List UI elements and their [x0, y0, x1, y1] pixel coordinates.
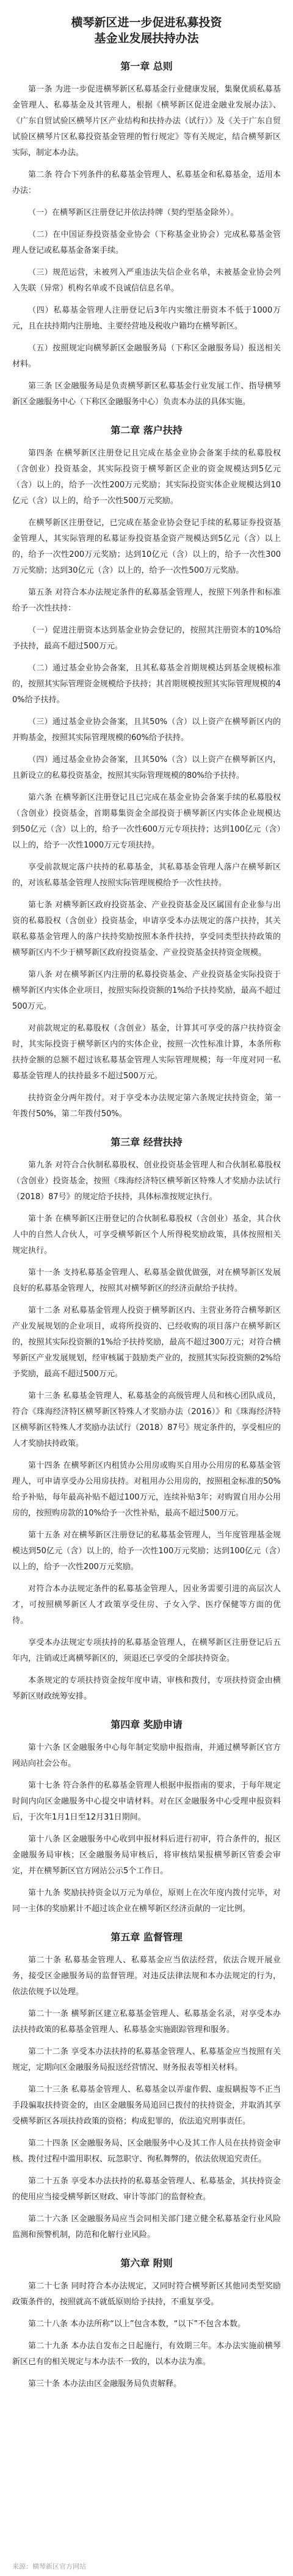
- article-paragraph: 第十九条 奖励扶持资金以万元为单位，原则上在次年度内拨付完毕，对同一主体的奖励累计不超过该企业在横琴新区经济贡献的一定比例。: [12, 1888, 281, 1914]
- article-paragraph: 第八条 对在横琴新区内注册的私募投资基金、产业投资基金实际投资于横琴新区内实体企业项目，按照实际投资额的1%给予扶持奖励，最高不超过500万元。: [12, 970, 281, 1011]
- article-paragraph: 第九条 对符合合伙制私募股权、创业投资基金管理人和合伙制私募股权（含创业）投资基金，按照《珠海经济特区横琴新区特殊人才奖励办法试行（2018）87号》的规定给予扶持，具体标准按规定执行。: [12, 1161, 281, 1202]
- article-paragraph: 本条规定的专项扶持资金按年度申请、审核和拨付，专项扶持资金由横琴新区财政统筹安排。: [12, 1676, 281, 1701]
- article-paragraph: 第三条 区金融服务局是负责横琴新区私募基金行业发展工作、指导横琴新区金融服务中心（下称区金融服务中心）负责本办法的具体实施。: [12, 382, 281, 407]
- article-paragraph: 第十四条 在横琴新区内租赁办公用房或购买自用办公用房的私募基金管理人，可申请享受办公用房扶持。对租用办公用房的，按照租金标准的50%给予补贴，每年最高补贴不超过100万元，连续补贴3年；对购置自用办公用房的，按照购房款的10%给予一次性补贴，最高不超过500万元。: [12, 1461, 281, 1518]
- chapter-heading: 第二章 落户扶持: [110, 424, 183, 436]
- article-paragraph: 第二十九条 本办法自发布之日起施行，有效期三年。本办法实施前横琴新区已有的相关规定与本办法不一致的，以本办法为准。: [12, 2342, 281, 2367]
- article-paragraph: （一）促进注册资本达到基金业协会登记的，按照其注册资本的10%给予扶持，最高不超过500万元。: [12, 626, 281, 651]
- article-paragraph: 第六条 在横琴新区注册登记且已完成在基金业协会备案手续的私募股权（含创业）投资基金，首期募集资金全部投资于横琴新区内实体企业规模达到50亿元（含）以上的，给予一次性600万元专项扶持；达到100亿元（含）以上的，给予一次性1000万元专项扶持。: [12, 793, 281, 850]
- article-paragraph: （二）通过基金业协会备案，且其私募基金首期规模达到基金规模标准的，按照其实际管理资金规模给予扶持；其首期规模按照其实际管理规模的40%给予扶持。: [12, 664, 281, 705]
- article-paragraph: 第二十六条 区金融服务局应当会同相关部门建立健全私募基金行业风险监测和预警机制，防范和化解行业风险。: [12, 2215, 281, 2240]
- article-paragraph: 第二条 符合下列条件的私募基金管理人、私募基金和私募基金，适用本办法：: [12, 170, 281, 195]
- chapter-heading: 第三章 经营扶持: [110, 1136, 183, 1148]
- article-paragraph: 第二十七条 同时符合本办法规定，又同时符合横琴新区其他同类型奖励政策条件的，按照就高不就低原则给予扶持，不重复享受。: [12, 2282, 281, 2307]
- article-paragraph: 对符合本办法规定条件的私募基金管理人，因业务需要引进的高层次人才，可按照横琴新区人才政策享受住房、子女入学、医疗保健等方面的优待。: [12, 1584, 281, 1625]
- article-paragraph: 第二十二条 享受本办法扶持的私募基金管理人、私募基金应当按照有关规定，定期向区金融服务局报送经营情况、财务报表等相关材料。: [12, 2047, 281, 2072]
- article-paragraph: 第十二条 对私募基金管理人投资于横琴新区内、主营业务符合横琴新区产业发展规划的企业项目，或将所投资的、已经收购的项目落户在横琴新区的，按照其实际投资额的1%给予扶持奖励，最高不超过300万元；对符合横琴新区产业发展规划，经审核属于鼓励类产业的，按照其实际投资额的2%给予奖励，最高不超过500万元。: [12, 1306, 281, 1379]
- document-body: [12, 60, 281, 2392]
- article-paragraph: 在横琴新区注册登记，已完成在基金业协会登记手续的私募证券投资基金管理人，其实际管理的私募证券投资基金资产规模达到5亿元（含）以上的，给予一次性200万元奖励；达到10亿元（含）以上的，给予一次性300万元奖励；达到30亿元（含）以上的，给予一次性500万元奖励。: [12, 518, 281, 575]
- chapter-heading: 第一章 总则: [120, 60, 173, 72]
- article-paragraph: 第一条 为进一步促进横琴新区私募基金行业健康发展，集聚优质私募基金管理人、私募基金及其管理人，根据《横琴新区促进金融业发展办法》、《广东自贸试验区横琴片区产业结构和扶持办法（试行）》及《关于广东自贸试验区横琴片区私募投资基金管理的暂行规定》等有关规定，结合横琴新区实际，制定本办法。: [12, 85, 281, 158]
- article-paragraph: 第二十五条 享受本办法扶持的私募基金管理人、私募基金，其扶持资金的使用应当接受横琴新区财政、审计等部门的监督检查。: [12, 2177, 281, 2202]
- document-title-line-1: 横琴新区进一步促进私募投资: [71, 16, 222, 29]
- article-paragraph: 第二十三条 私募基金管理人、私募基金以弄虚作假、虚报瞒报等不正当手段骗取扶持资金的，由区金融服务局追回已拨付的扶持资金，并取消其享受横琴新区各项扶持政策的资格；构成犯罪的，依法追究刑事责任。: [12, 2085, 281, 2126]
- document-title: [12, 15, 281, 46]
- article-paragraph: 第二十四条 区金融服务局、区金融服务中心及其工作人员在扶持资金审核、拨付过程中滥用职权、玩忽职守、徇私舞弊的，依法依规追究责任。: [12, 2139, 281, 2164]
- article-paragraph: （五）按照规定向横琴新区金融服务局（下称区金融服务局）报送相关材料。: [12, 344, 281, 369]
- article-paragraph: 第十五条 对在横琴新区注册登记的私募基金管理人，当年度管理基金规模达到50亿元（含）以上的，给予一次性100万元奖励；达到100亿元（含）以上的，给予一次性200万元奖励。: [12, 1531, 281, 1572]
- article-paragraph: 对前款规定的私募股权（含创业）基金，计算其可享受的落户扶持资金时，其实际投资于横琴新区内的实体企业，按照一次性标准计算，本条所称扶持金额的总额不超过该私募基金管理人实际管理规模；每一年度对同一私募基金管理人的扶持最多不超过500万元。: [12, 1024, 281, 1081]
- article-paragraph: （一）在横琴新区注册登记并依法持牌（契约型基金除外）。: [28, 208, 239, 217]
- document-footer: 来源：横琴新区官方网站: [12, 2563, 86, 2571]
- article-paragraph: （四）通过基金业协会备案，且其50%（含）以上资产在横琴新区内，且新设立的私募投资基金，按照其实际管理规模的80%给予扶持。: [12, 755, 281, 780]
- document-title-line-2: 基金业发展扶持办法: [94, 32, 199, 45]
- article-paragraph: 享受前款规定落户扶持的私募基金，其私募基金管理人落户在横琴新区的，对该私募基金管理人按照实际管理规模给予一次性扶持。: [12, 863, 281, 888]
- article-paragraph: 享受本办法规定专项扶持的私募基金管理人，在横琴新区注册登记后五年内，注销或迁离横琴新区的，须退还已享受的全部扶持资金。: [12, 1638, 281, 1663]
- article-paragraph: 第七条 对横琴新区政府投资基金、产业投资基金及区属国有企业参与出资的私募股权（含创业）投资基金，申请享受本办法规定的落户扶持，其关联私募基金管理人的落户扶持奖励按照本条件扶持，享受同类型扶持政策的横琴新区内不少于横琴新区政府投资基金、产业投资基金扶持资金规模。: [12, 901, 281, 957]
- article-paragraph: 第二十八条 本办法所称“以上”包含本数，“以下”不包含本数。: [28, 2320, 246, 2329]
- chapter-heading: 第五章 监督管理: [110, 1931, 183, 1943]
- article-paragraph: （三）规范运营，未被列入严重违法失信企业名单，未被基金业协会列入失联（异常）机构名单或不良诚信信息名单。: [12, 268, 281, 293]
- article-paragraph: 第十三条 私募基金管理人、私募基金的高级管理人员和核心团队成员，符合《珠海经济特区横琴新区特殊人才奖励办法（2016）》和《珠海经济特区横琴新区特殊人才奖励办法试行（2018）87号》规定条件的，享受相应的人才奖励扶持政策。: [12, 1391, 281, 1448]
- article-paragraph: 第二十一条 横琴新区建立私募基金管理人、私募基金名录，对享受本办法扶持政策的私募基金管理人、私募基金实施跟踪管理和服务。: [12, 2009, 281, 2034]
- article-paragraph: 第十七条 符合条件的私募基金管理人根据申报指南的要求，于每年规定时间内向区金融服务中心提交申请材料。对在区金融服务中心受理申报资料后，于次年1月1日至12月31日期间。: [12, 1781, 281, 1822]
- article-paragraph: 第二十条 私募基金管理人、私募基金应当依法经营，依法合规开展业务，接受区金融服务局的监督管理。对违反法律法规和本办法规定的行为，依法依规予以处理。: [12, 1956, 281, 1997]
- article-paragraph: 第十八条 区金融服务中心收到申报材料后进行初审，符合条件的，报区金融服务局审核；区金融服务局审核后，将审核结果报横琴新区管委会审定，并在横琴新区官方网站公示5个工作日。: [12, 1835, 281, 1876]
- article-paragraph: 扶持资金分两年拨付。对于享受本办法规定第六条规定扶持资金，第一年拨付50%，第二年拨付50%。: [12, 1094, 281, 1119]
- article-paragraph: 第十条 在横琴新区注册登记的合伙制私募股权（含创业）基金，其合伙人中的自然人合伙人，可享受横琴新区个人所得税奖励政策，具体按照相关规定执行。: [12, 1214, 281, 1255]
- article-paragraph: 第三十条 本办法由区金融服务局负责解释。: [28, 2379, 182, 2389]
- article-paragraph: 第四条 在横琴新区注册登记且完成在基金业协会备案手续的私募股权（含创业）投资基金，其实际投资于横琴新区企业的资金规模达到5亿元（含）以上的，给予一次性200万元奖励；其实际投资实体企业规模达到10亿元（含）以上的，给予一次性500万元奖励。: [12, 449, 281, 506]
- article-paragraph: （四）私募基金管理人注册登记后3年内实缴注册资本不低于1000万元，且在扶持期内注册地、主要经营地及税收户籍均在横琴新区。: [12, 306, 281, 331]
- article-paragraph: 第十六条 区金融服务中心每年制定奖励申报指南，并通过横琴新区官方网站向社会公布。: [12, 1743, 281, 1768]
- article-paragraph: 第五条 对符合本办法规定条件的私募基金管理人，按照下列条件和标准给予一次性扶持：: [12, 588, 281, 613]
- article-paragraph: （三）通过基金业协会备案，且其50%（含）以上资产在横琴新区内的并购基金，按照其实际管理规模的60%给予扶持。: [12, 717, 281, 742]
- chapter-heading: 第六章 附则: [120, 2257, 173, 2269]
- chapter-heading: 第四章 奖励申请: [110, 1719, 183, 1730]
- article-paragraph: 第十一条 支持私募基金管理人、私募基金做优做强，对在横琴新区发展良好的私募基金管理人，按照其对横琴新区的经济贡献给予扶持。: [12, 1268, 281, 1293]
- article-paragraph: （二）在中国证券投资基金业协会（下称基金业协会）完成私募基金管理人登记或私募基金备案手续。: [12, 230, 281, 255]
